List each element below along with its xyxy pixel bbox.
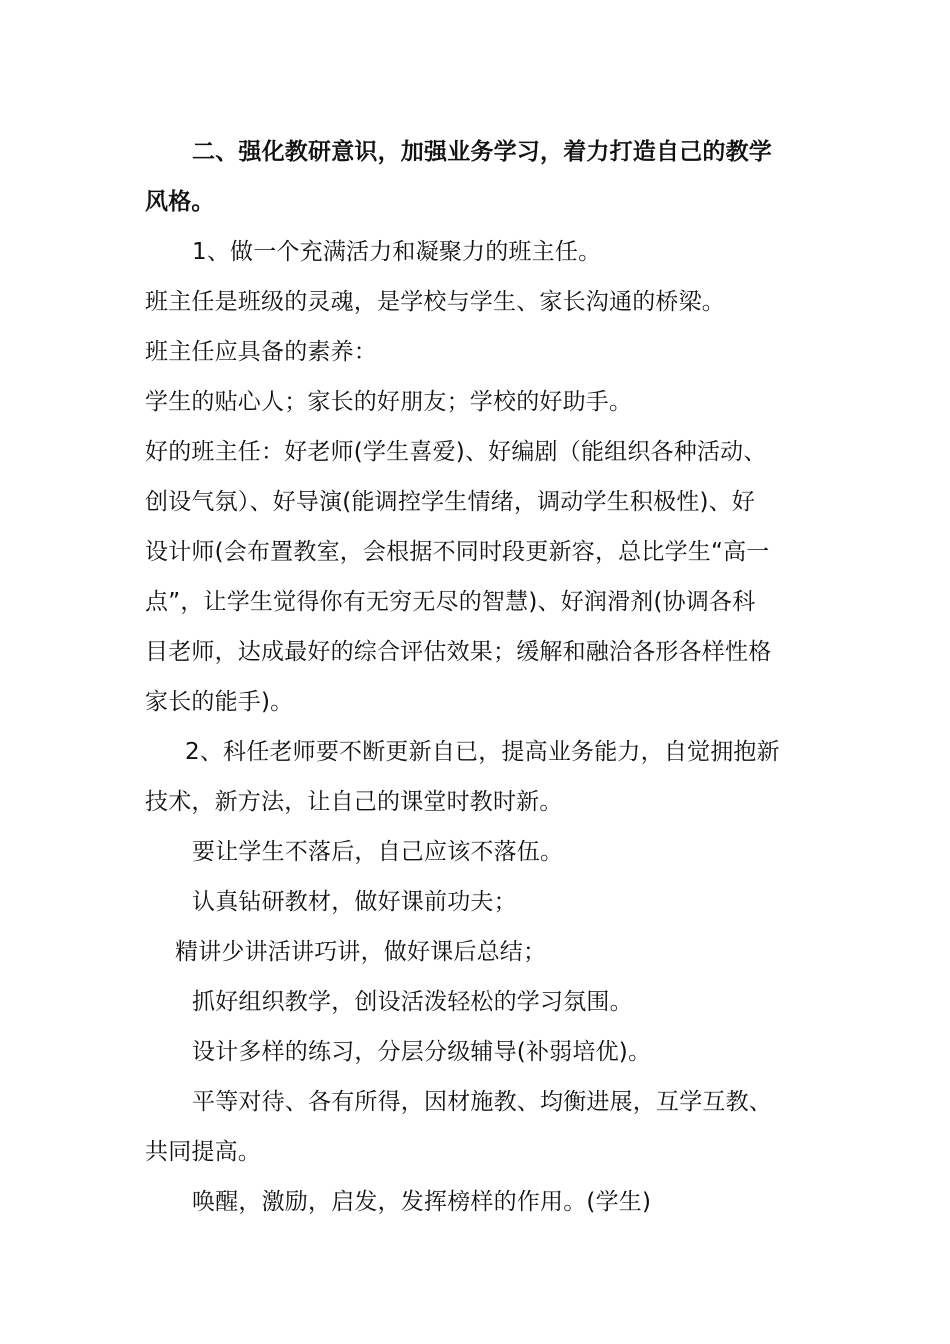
paragraph-line: 好的班主任：好老师(学生喜爱)、好编剧（能组织各种活动、 [145,439,767,465]
document-body [145,127,810,1227]
paragraph: 唤醒，激励，启发，发挥榜样的作用。(学生) [192,1189,652,1215]
paragraph: 平等对待、各有所得，因材施教、均衡进展，互学互教、 [192,1089,772,1115]
paragraph: 抓好组织教学，创设活泼轻松的学习氛围。 [192,989,633,1015]
paragraph-line: 家长的能手)。 [145,689,294,715]
section-heading-continued: 风格。 [145,189,215,215]
item-2-title: 2、科任老师要不断更新自已，提高业务能力，自觉拥抱新 [185,739,780,765]
paragraph-line: 目老师，达成最好的综合评估效果；缓解和融洽各形各样性格 [145,639,772,665]
paragraph: 要让学生不落后，自己应该不落伍。 [192,839,564,865]
paragraph: 学生的贴心人；家长的好朋友；学校的好助手。 [145,389,633,415]
paragraph-line: 点”，让学生觉得你有无穷无尽的智慧)、好润滑剂(协调各科 [145,589,756,615]
paragraph-line: 设计师(会布置教室，会根据不同时段更新容，总比学生“高一 [145,539,770,565]
paragraph-line: 创设气氛）、好导演(能调控学生情绪，调动学生积极性)、好 [145,489,756,515]
paragraph: 班主任应具备的素养： [145,339,377,365]
paragraph: 精讲少讲活讲巧讲，做好课后总结； [175,939,547,965]
item-2-title-continued: 技术，新方法，让自己的课堂时教时新。 [145,789,563,815]
paragraph-continued: 共同提高。 [145,1139,261,1165]
paragraph: 班主任是班级的灵魂，是学校与学生、家长沟通的桥梁。 [145,289,725,315]
paragraph: 认真钻研教材，做好课前功夫； [192,889,517,915]
paragraph: 设计多样的练习，分层分级辅导(补弱培优)。 [192,1039,652,1065]
section-heading: 二、强化教研意识，加强业务学习，着力打造自己的教学 [192,139,772,165]
item-1-title: 1、做一个充满活力和凝聚力的班主任。 [192,239,602,265]
